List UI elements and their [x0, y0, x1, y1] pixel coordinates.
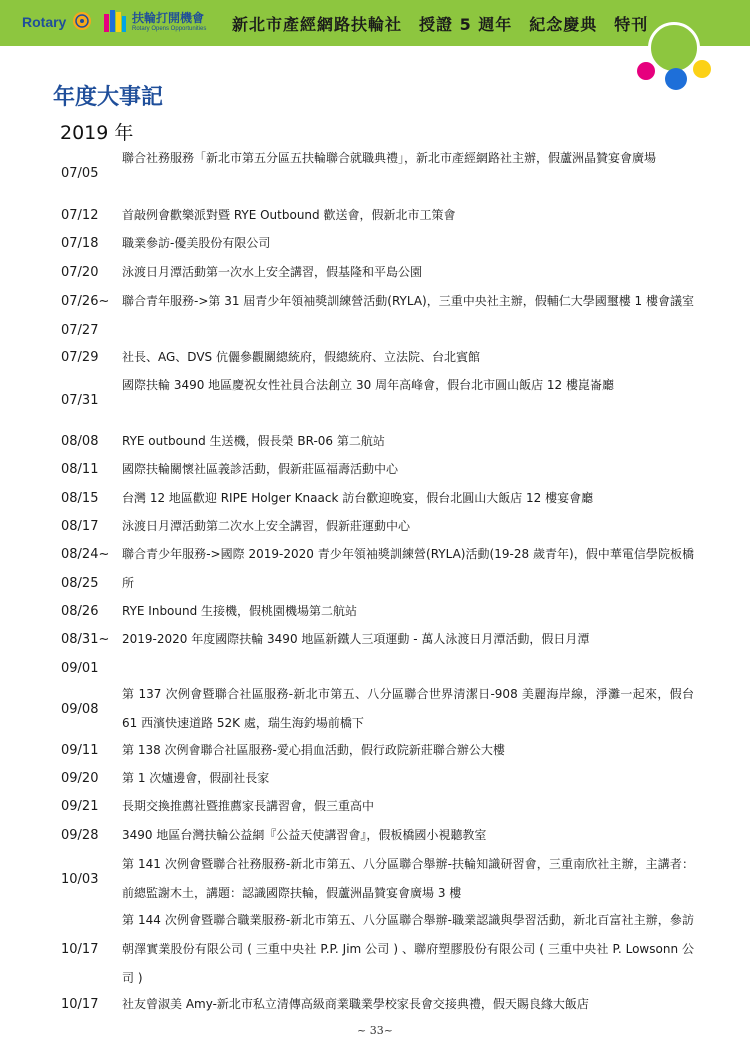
- event-row: [0, 680, 750, 738]
- rop-title: 扶輪打開機會: [132, 11, 205, 25]
- event-description: 聯合社務服務「新北市第五分區五扶輪聯合就職典禮」，新北市產經網路社主辦，假蘆洲晶贊宴會廣場: [122, 151, 657, 165]
- event-description: 首敲例會歡樂派對暨 RYE Outbound 歡送會，假新北市工策會: [122, 208, 456, 222]
- event-description: 社長、AG、DVS 伉儷參觀關總統府，假總統府、立法院、台北賓館: [122, 350, 480, 364]
- event-description: 第 144 次例會暨聯合職業服務-新北市第五、八分區聯合舉辦-職業認識與學習活動，新北百富社主辦，參訪朝澤實業股份有限公司 ( 三重中央社 P.P. Jim 公司 ) 、聯府塑膠股份有限公司 ( 三重中央社 P. Lowsonn 公司 ): [122, 913, 694, 985]
- event-row: [0, 625, 750, 683]
- event-description: RYE Inbound 生接機，假桃園機場第二航站: [122, 604, 358, 618]
- header-bar: [0, 0, 750, 46]
- event-date: 08/31~ 09/01: [61, 632, 110, 676]
- event-date: 07/26~ 07/27: [61, 294, 110, 338]
- year-heading: 2019 年: [60, 122, 134, 144]
- event-description: 聯合青少年服務->國際 2019-2020 青少年領袖獎訓練營(RYLA)活動(19-28 歲青年)，假中華電信學院板橋所: [122, 547, 694, 590]
- event-description: 國際扶輪關懷社區義診活動，假新莊區福壽活動中心: [122, 462, 399, 476]
- event-row: [0, 736, 750, 765]
- event-description: 長期交換推薦社暨推薦家長講習會，假三重高中: [122, 799, 375, 813]
- event-description: 泳渡日月潭活動第二次水上安全講習，假新莊運動中心: [122, 519, 411, 533]
- event-description: 3490 地區台灣扶輪公益網『公益天使講習會』，假板橋國小視聽教室: [122, 828, 487, 842]
- event-description: 第 137 次例會暨聯合社區服務-新北市第五、八分區聯合世界清潔日-908 美麗海岸線，淨灘一起來，假台 61 西濱快速道路 52K 處，瑞生海釣場前橋下: [122, 687, 694, 730]
- event-row: [0, 484, 750, 513]
- event-date: 10/17: [61, 942, 99, 957]
- event-date: 08/11: [61, 462, 99, 477]
- event-date: 08/17: [61, 519, 99, 534]
- event-description: 聯合青年服務->第 31 屆青少年領袖獎訓練營活動(RYLA)，三重中央社主辦，假輔仁大學國璽樓 1 樓會議室: [122, 294, 694, 308]
- rotary-wheel-icon: [72, 11, 92, 31]
- event-row: [0, 343, 750, 372]
- event-date: 07/05: [61, 165, 99, 181]
- event-description: 2019-2020 年度國際扶輪 3490 地區新鐵人三項運動 - 萬人泳渡日月潭活動，假日月潭: [122, 632, 590, 646]
- event-date: 09/21: [61, 799, 99, 814]
- event-date: 08/26: [61, 604, 99, 619]
- event-date: 09/28: [61, 828, 99, 843]
- page-number: ~ 33~: [357, 1024, 393, 1037]
- rotary-wordmark: Rotary: [22, 14, 67, 30]
- event-description: 泳渡日月潭活動第一次水上安全講習，假基隆和平島公園: [122, 265, 423, 279]
- event-date: 07/18: [61, 236, 99, 251]
- event-row: [0, 258, 750, 287]
- event-date: 09/08: [61, 701, 99, 717]
- event-row: [0, 427, 750, 456]
- event-row: [0, 287, 750, 345]
- event-description: 第 141 次例會暨聯合社務服務-新北市第五、八分區聯合舉辦-扶輪知識研習會，三重南欣社主辦，主講者：前總監謝木土，講題：認識國際扶輪，假蘆洲晶贊宴會廣場 3 樓: [122, 857, 694, 900]
- event-row: [0, 850, 750, 908]
- event-date: 10/03: [61, 871, 99, 887]
- event-row: [0, 540, 750, 598]
- event-date: 09/11: [61, 743, 99, 758]
- event-date: 07/31: [61, 392, 99, 408]
- event-row: [0, 764, 750, 793]
- event-row: [0, 597, 750, 626]
- publication-title: 新北市產經網路扶輪社 授證 5 週年 紀念慶典 特刊: [232, 15, 649, 34]
- event-row: [0, 229, 750, 258]
- event-date: 07/12: [61, 208, 99, 223]
- event-row: [0, 512, 750, 541]
- event-date: 07/29: [61, 350, 99, 365]
- event-description: 第 138 次例會聯合社區服務-愛心捐血活動，假行政院新莊聯合辦公大樓: [122, 743, 505, 757]
- decorative-magenta-circle: [637, 62, 655, 80]
- event-date: 10/17: [61, 997, 99, 1012]
- event-date: 07/20: [61, 265, 99, 280]
- event-row: [0, 792, 750, 821]
- event-description: 台灣 12 地區歡迎 RIPE Holger Knaack 訪台歡迎晚宴，假台北圓山大飯店 12 樓宴會廳: [122, 491, 594, 505]
- event-description: RYE outbound 生送機，假長榮 BR-06 第二航站: [122, 434, 385, 448]
- decorative-yellow-circle: [693, 60, 711, 78]
- decorative-blue-circle: [665, 68, 687, 90]
- section-heading: 年度大事記: [53, 85, 164, 110]
- event-date: 08/24~ 08/25: [61, 547, 110, 591]
- event-date: 08/08: [61, 434, 99, 449]
- event-date: 08/15: [61, 491, 99, 506]
- rop-subtitle: Rotary Opens Opportunities: [132, 26, 207, 32]
- event-row: [0, 371, 750, 429]
- event-description: 職業參訪-優美股份有限公司: [122, 236, 271, 250]
- event-date: 09/20: [61, 771, 99, 786]
- event-description: 國際扶輪 3490 地區慶祝女性社員合法創立 30 周年高峰會，假台北市圓山飯店 12 樓崑崙廳: [122, 378, 614, 392]
- event-row: [0, 201, 750, 230]
- event-row: [0, 906, 750, 993]
- event-row: [0, 821, 750, 850]
- rotary-opens-opportunities-logo-icon: [104, 10, 126, 34]
- event-description: 第 1 次爐邊會，假副社長家: [122, 771, 270, 785]
- event-row: [0, 455, 750, 484]
- event-row: [0, 144, 750, 202]
- event-row: [0, 990, 750, 1019]
- event-description: 社友曾淑美 Amy-新北市私立清傳高級商業職業學校家長會交接典禮，假天賜良緣大飯店: [122, 997, 589, 1011]
